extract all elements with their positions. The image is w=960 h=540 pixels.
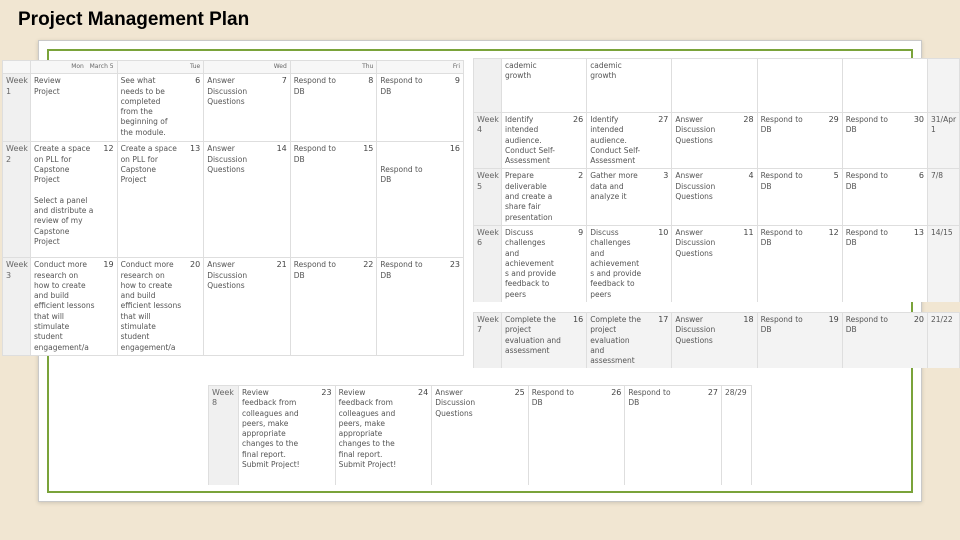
day-cell: 14 Answer Discussion Questions: [204, 142, 291, 258]
calendar-header-row: [3, 61, 464, 74]
day-cell: 13 Create a space on PLL for Capstone Project: [117, 142, 204, 258]
day-cell: 9 Discuss challenges and achievement s and provide feedback to peers: [502, 225, 587, 302]
day-cell: cademic growth: [502, 59, 587, 113]
day-cell: 2 Prepare deliverable and create a share fair presentation: [502, 169, 587, 225]
day-cell: 11 Answer Discussion Questions: [672, 225, 757, 302]
day-cell: 27 Identify intended audience. Conduct Self- Assessment: [587, 113, 672, 169]
header-cell: Wed: [204, 61, 291, 74]
day-cell: 28 Answer Discussion Questions: [672, 113, 757, 169]
week-row: [474, 169, 960, 225]
week-label: Week 6: [474, 225, 502, 302]
week-row: [209, 386, 752, 486]
day-cell: 8 Respond to DB: [290, 74, 377, 142]
calendar-weeks-4-6: [473, 58, 960, 302]
day-cell: 10 Discuss challenges and achievement s and provide feedback to peers: [587, 225, 672, 302]
day-cell: 16 Respond to DB: [377, 142, 464, 258]
week-row: [3, 258, 464, 356]
day-cell: 7 Answer Discussion Questions: [204, 74, 291, 142]
week-label: Week 4: [474, 113, 502, 169]
calendar-week-8: [208, 385, 752, 485]
week-label: Week 3: [3, 258, 31, 356]
day-cell: 29 Respond to DB: [757, 113, 842, 169]
day-cell: 6 Respond to DB: [842, 169, 927, 225]
day-cell: 9 Respond to DB: [377, 74, 464, 142]
day-cell: 20 Conduct more research on how to create and build efficient lessons that will stimulate student engagement/a: [117, 258, 204, 356]
calendar-week-7: [473, 312, 960, 368]
week-row: [474, 313, 960, 369]
header-day-label: Mon: [71, 63, 84, 70]
day-cell: 15 Respond to DB: [290, 142, 377, 258]
week-label: Week 7: [474, 313, 502, 369]
week-row: [474, 113, 960, 169]
day-cell: 5 Respond to DB: [757, 169, 842, 225]
day-cell: 23 Respond to DB: [377, 258, 464, 356]
day-cell: 12 Respond to DB: [757, 225, 842, 302]
day-cell: [842, 59, 927, 113]
day-cell: 26 Identify intended audience. Conduct Self- Assessment: [502, 113, 587, 169]
day-cell: 21 Answer Discussion Questions: [204, 258, 291, 356]
header-date-note: March 5: [89, 63, 114, 70]
calendar-weeks-1-3: [2, 60, 464, 356]
week-row: [474, 59, 960, 113]
weekend-cell: [928, 59, 960, 113]
day-cell: 4 Answer Discussion Questions: [672, 169, 757, 225]
header-cell: Fri: [377, 61, 464, 74]
weekend-cell: 28/29: [722, 386, 752, 486]
header-cell: [3, 61, 31, 74]
day-cell: 13 Respond to DB: [842, 225, 927, 302]
day-cell: [757, 59, 842, 113]
week-label: Week 1: [3, 74, 31, 142]
header-cell: Tue: [117, 61, 204, 74]
week-label: [474, 59, 502, 113]
day-cell: 16 Complete the project evaluation and assessment: [502, 313, 587, 369]
week-label: Week 5: [474, 169, 502, 225]
weekend-cell: 7/8: [928, 169, 960, 225]
weekend-cell: 21/22: [928, 313, 960, 369]
day-cell: 23 Review feedback from colleagues and peers, make appropriate changes to the final report. Submit Project!: [239, 386, 336, 486]
day-cell: 17 Complete the project evaluation and assessment: [587, 313, 672, 369]
day-cell: 12 Create a space on PLL for Capstone Project Select a panel and distribute a review of my Capstone Project: [31, 142, 118, 258]
week-row: [474, 225, 960, 302]
week-label: Week 8: [209, 386, 239, 486]
day-cell: 6 See what needs to be completed from the beginning of the module.: [117, 74, 204, 142]
day-cell: 22 Respond to DB: [290, 258, 377, 356]
slide-title: Project Management Plan: [18, 9, 250, 30]
day-cell: Review Project: [31, 74, 118, 142]
day-cell: 25 Answer Discussion Questions: [432, 386, 529, 486]
weekend-cell: 31/Apr 1: [928, 113, 960, 169]
week-row: [3, 142, 464, 258]
day-cell: 3 Gather more data and analyze it: [587, 169, 672, 225]
week-row: [3, 74, 464, 142]
day-cell: 20 Respond to DB: [842, 313, 927, 369]
day-cell: 18 Answer Discussion Questions: [672, 313, 757, 369]
weekend-cell: 14/15: [928, 225, 960, 302]
day-cell: 27 Respond to DB: [625, 386, 722, 486]
day-cell: 19 Respond to DB: [757, 313, 842, 369]
day-cell: 26 Respond to DB: [528, 386, 625, 486]
week-label: Week 2: [3, 142, 31, 258]
day-cell: [672, 59, 757, 113]
day-cell: 30 Respond to DB: [842, 113, 927, 169]
header-cell: [31, 61, 118, 74]
header-cell: Thu: [290, 61, 377, 74]
day-cell: cademic growth: [587, 59, 672, 113]
day-cell: 19 Conduct more research on how to create and build efficient lessons that will stimulate student engagement/a: [31, 258, 118, 356]
day-cell: 24 Review feedback from colleagues and peers, make appropriate changes to the final report. Submit Project!: [335, 386, 432, 486]
